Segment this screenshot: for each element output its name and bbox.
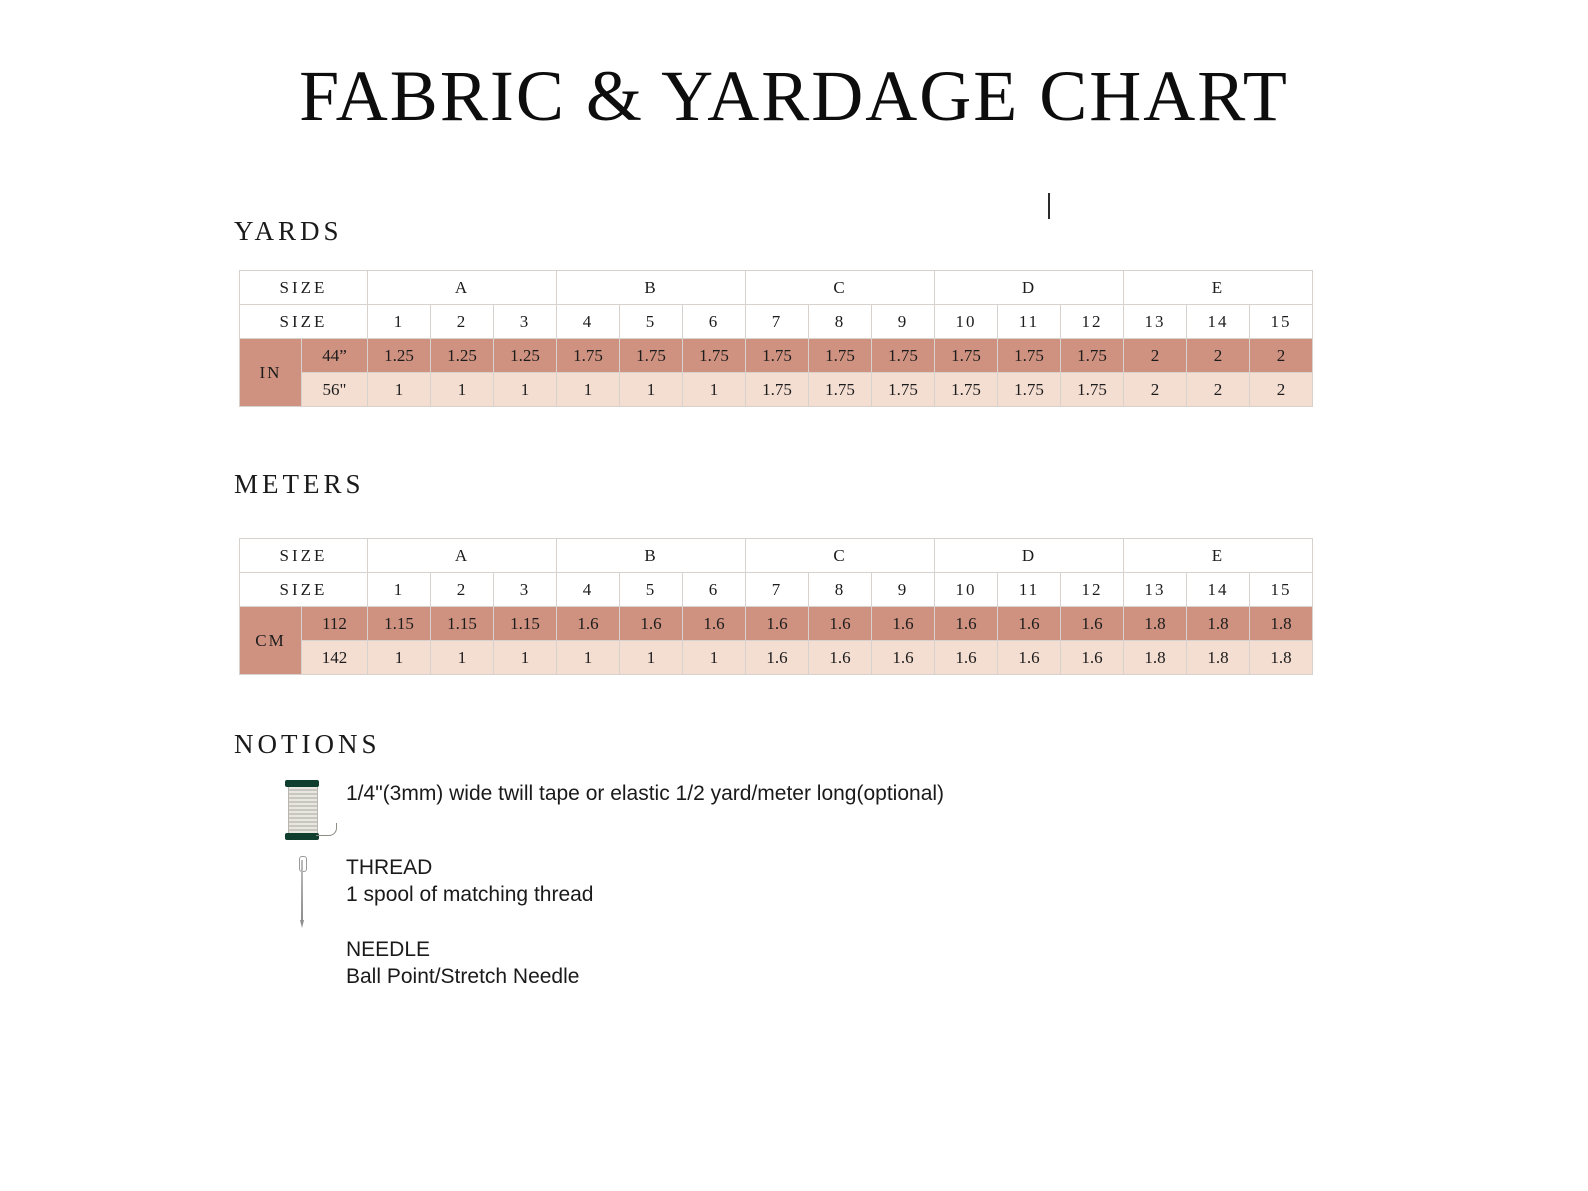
meterage-cell: 1.6 xyxy=(620,607,683,641)
meterage-cell: 1.6 xyxy=(872,641,935,675)
meterage-cell: 1.6 xyxy=(746,607,809,641)
group-header-e: E xyxy=(1124,539,1313,573)
meterage-cell: 1.6 xyxy=(872,607,935,641)
meterage-cell: 1.6 xyxy=(683,607,746,641)
text-cursor xyxy=(1048,193,1050,219)
yardage-cell: 1 xyxy=(683,373,746,407)
fabric-width: 112 xyxy=(302,607,368,641)
table-row-112cm xyxy=(240,607,1313,641)
table-row-size-header xyxy=(240,305,1313,339)
table-row-group-header xyxy=(240,539,1313,573)
size-cell: 8 xyxy=(809,573,872,607)
group-header-d: D xyxy=(935,539,1124,573)
size-cell: 9 xyxy=(872,573,935,607)
meterage-cell: 1 xyxy=(368,641,431,675)
yardage-cell: 1.25 xyxy=(494,339,557,373)
meterage-cell: 1 xyxy=(494,641,557,675)
notions-list xyxy=(258,780,1358,1006)
yardage-cell: 1.75 xyxy=(935,339,998,373)
notion-detail: Ball Point/Stretch Needle xyxy=(346,965,580,988)
yardage-cell: 2 xyxy=(1250,339,1313,373)
size-cell: 7 xyxy=(746,573,809,607)
notion-detail: 1 spool of matching thread xyxy=(346,883,594,906)
yardage-cell: 1.75 xyxy=(809,339,872,373)
group-header-b: B xyxy=(557,539,746,573)
meterage-cell: 1.15 xyxy=(431,607,494,641)
meterage-cell: 1.8 xyxy=(1187,641,1250,675)
yardage-cell: 1.75 xyxy=(998,373,1061,407)
size-cell: 13 xyxy=(1124,573,1187,607)
size-cell: 6 xyxy=(683,305,746,339)
meterage-cell: 1.8 xyxy=(1124,607,1187,641)
yardage-cell: 1 xyxy=(620,373,683,407)
meterage-cell: 1 xyxy=(431,641,494,675)
yardage-cell: 1.75 xyxy=(683,339,746,373)
yardage-cell: 1.25 xyxy=(368,339,431,373)
meterage-cell: 1.8 xyxy=(1187,607,1250,641)
size-cell: 15 xyxy=(1250,305,1313,339)
meterage-cell: 1.15 xyxy=(494,607,557,641)
yardage-cell: 2 xyxy=(1250,373,1313,407)
size-cell: 11 xyxy=(998,305,1061,339)
notion-detail: 1/4"(3mm) wide twill tape or elastic 1/2 yard/meter long(optional) xyxy=(346,782,945,805)
size-cell: 15 xyxy=(1250,573,1313,607)
size-cell: 10 xyxy=(935,305,998,339)
yardage-cell: 1 xyxy=(368,373,431,407)
size-cell: 5 xyxy=(620,305,683,339)
size-cell: 3 xyxy=(494,573,557,607)
fabric-width: 56" xyxy=(302,373,368,407)
size-cell: 1 xyxy=(368,305,431,339)
size-cell: 14 xyxy=(1187,305,1250,339)
table-row-size-header xyxy=(240,573,1313,607)
size-cell: 14 xyxy=(1187,573,1250,607)
meterage-cell: 1 xyxy=(557,641,620,675)
group-header-b: B xyxy=(557,271,746,305)
header-size-2: SIZE xyxy=(240,573,368,607)
yardage-cell: 1.75 xyxy=(620,339,683,373)
group-header-a: A xyxy=(368,271,557,305)
header-size-2: SIZE xyxy=(240,305,368,339)
notion-text xyxy=(346,780,944,807)
yardage-cell: 2 xyxy=(1187,373,1250,407)
meterage-cell: 1.6 xyxy=(557,607,620,641)
size-cell: 2 xyxy=(431,573,494,607)
notion-text xyxy=(346,854,594,908)
yardage-cell: 1.75 xyxy=(746,373,809,407)
size-cell: 11 xyxy=(998,573,1061,607)
meterage-cell: 1.6 xyxy=(935,641,998,675)
size-cell: 2 xyxy=(431,305,494,339)
page-title: FABRIC & YARDAGE CHART xyxy=(299,56,1289,136)
list-item xyxy=(258,936,1358,1006)
section-label-yards: YARDS xyxy=(234,216,343,246)
meterage-cell: 1 xyxy=(620,641,683,675)
size-cell: 1 xyxy=(368,573,431,607)
size-cell: 4 xyxy=(557,573,620,607)
meterage-cell: 1.8 xyxy=(1124,641,1187,675)
yardage-cell: 1.75 xyxy=(872,373,935,407)
list-item xyxy=(258,854,1358,936)
yardage-cell: 1 xyxy=(431,373,494,407)
fabric-width: 142 xyxy=(302,641,368,675)
meters-table xyxy=(239,538,1313,675)
yardage-cell: 2 xyxy=(1124,373,1187,407)
size-cell: 12 xyxy=(1061,573,1124,607)
size-cell: 12 xyxy=(1061,305,1124,339)
group-header-a: A xyxy=(368,539,557,573)
table-row-142cm xyxy=(240,641,1313,675)
table-row-56in xyxy=(240,373,1313,407)
meterage-cell: 1.6 xyxy=(935,607,998,641)
yardage-cell: 2 xyxy=(1124,339,1187,373)
section-label-meters: METERS xyxy=(234,469,365,499)
yardage-cell: 1.75 xyxy=(998,339,1061,373)
yardage-cell: 1.75 xyxy=(1061,339,1124,373)
meterage-cell: 1.6 xyxy=(1061,641,1124,675)
notion-heading: THREAD xyxy=(346,856,433,879)
group-header-e: E xyxy=(1124,271,1313,305)
yards-table xyxy=(239,270,1313,407)
group-header-d: D xyxy=(935,271,1124,305)
yardage-cell: 1.75 xyxy=(872,339,935,373)
meterage-cell: 1.6 xyxy=(998,607,1061,641)
meterage-cell: 1.8 xyxy=(1250,607,1313,641)
yardage-cell: 1.75 xyxy=(809,373,872,407)
section-label-notions: NOTIONS xyxy=(234,729,381,759)
yardage-cell: 1.75 xyxy=(1061,373,1124,407)
group-header-c: C xyxy=(746,271,935,305)
meterage-cell: 1.6 xyxy=(809,641,872,675)
size-cell: 9 xyxy=(872,305,935,339)
notion-text xyxy=(346,936,579,990)
size-cell: 13 xyxy=(1124,305,1187,339)
table-row-44in xyxy=(240,339,1313,373)
meterage-cell: 1 xyxy=(683,641,746,675)
header-size: SIZE xyxy=(240,271,368,305)
meterage-cell: 1.15 xyxy=(368,607,431,641)
size-cell: 8 xyxy=(809,305,872,339)
yardage-cell: 1 xyxy=(494,373,557,407)
list-item xyxy=(258,780,1358,850)
thread-spool-icon xyxy=(258,780,346,840)
meterage-cell: 1.6 xyxy=(998,641,1061,675)
unit-label-cm: CM xyxy=(240,607,302,675)
yardage-cell: 2 xyxy=(1187,339,1250,373)
meterage-cell: 1.6 xyxy=(746,641,809,675)
yardage-cell: 1 xyxy=(557,373,620,407)
yardage-cell: 1.75 xyxy=(746,339,809,373)
yardage-cell: 1.75 xyxy=(557,339,620,373)
size-cell: 4 xyxy=(557,305,620,339)
needle-icon xyxy=(258,854,346,928)
header-size: SIZE xyxy=(240,539,368,573)
size-cell: 10 xyxy=(935,573,998,607)
size-cell: 7 xyxy=(746,305,809,339)
meterage-cell: 1.6 xyxy=(809,607,872,641)
size-cell: 5 xyxy=(620,573,683,607)
fabric-width: 44” xyxy=(302,339,368,373)
group-header-c: C xyxy=(746,539,935,573)
table-row-group-header xyxy=(240,271,1313,305)
notion-heading: NEEDLE xyxy=(346,938,431,961)
size-cell: 6 xyxy=(683,573,746,607)
meterage-cell: 1.6 xyxy=(1061,607,1124,641)
yardage-cell: 1.75 xyxy=(935,373,998,407)
yardage-cell: 1.25 xyxy=(431,339,494,373)
size-cell: 3 xyxy=(494,305,557,339)
meterage-cell: 1.8 xyxy=(1250,641,1313,675)
unit-label-in: IN xyxy=(240,339,302,407)
